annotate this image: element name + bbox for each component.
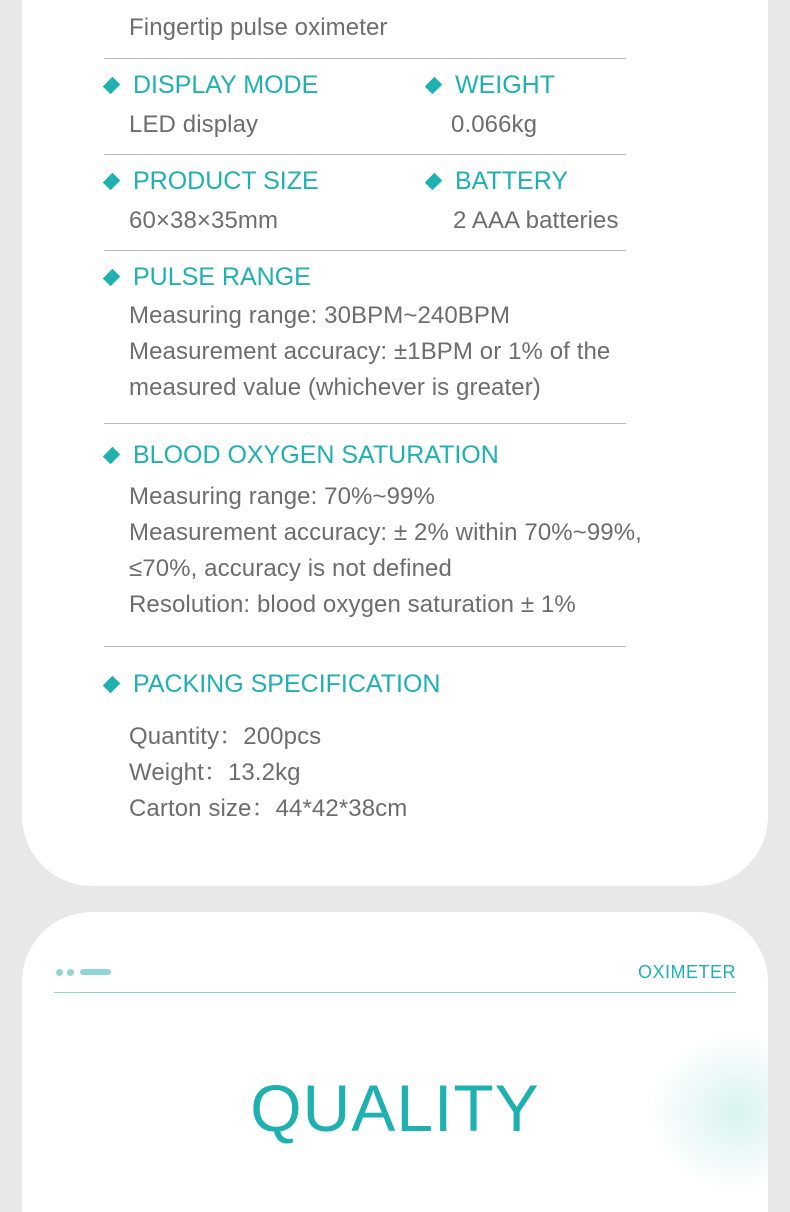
spec-label: BLOOD OXYGEN SATURATION [133,441,499,469]
spec-value-battery: 2 AAA batteries [453,207,619,234]
dash-icon [80,969,111,975]
blood-oxygen-line: Measurement accuracy: ± 2% within 70%~99%, [129,519,642,546]
spec-label: PULSE RANGE [133,263,311,291]
pulse-range-line: measured value (whichever is greater) [129,374,541,401]
divider [104,646,626,647]
spec-heading-weight [426,71,555,100]
divider [104,423,626,424]
spec-label: DISPLAY MODE [133,71,319,99]
packing-line: Quantity：200pcs [129,723,322,750]
dot-icon [56,969,63,976]
spec-value-product-size: 60×38×35mm [129,207,279,234]
spec-heading-product-size [104,167,319,196]
diamond-bullet-icon [425,77,443,95]
divider [104,58,626,59]
spec-heading-blood-oxygen [104,441,499,470]
spec-label: PRODUCT SIZE [133,167,319,195]
pulse-range-line: Measuring range: 30BPM~240BPM [129,302,511,329]
pulse-range-line: Measurement accuracy: ±1BPM or 1% of the [129,338,611,365]
pagination-dots-icon [56,969,111,975]
blood-oxygen-line: ≤70%, accuracy is not defined [129,555,452,582]
spec-label: BATTERY [455,167,568,195]
spec-label: WEIGHT [455,71,555,99]
section-tag: OXIMETER [637,962,736,982]
diamond-bullet-icon [103,447,121,465]
spec-heading-packing [104,670,440,699]
quality-card [22,912,768,1212]
dot-icon [67,969,74,976]
spec-value-display-mode: LED display [129,111,259,138]
spec-value-weight: 0.066kg [451,111,538,138]
section-divider [54,992,736,993]
divider [104,154,626,155]
divider [104,250,626,251]
diamond-bullet-icon [425,173,443,191]
packing-line: Carton size：44*42*38cm [129,795,408,822]
spec-heading-pulse-range [104,263,311,292]
diamond-bullet-icon [103,269,121,287]
blood-oxygen-line: Resolution: blood oxygen saturation ± 1% [129,591,576,618]
diamond-bullet-icon [103,676,121,694]
diamond-bullet-icon [103,173,121,191]
spec-heading-display-mode [104,71,318,100]
blood-oxygen-line: Measuring range: 70%~99% [129,483,435,510]
product-type-text: Fingertip pulse oximeter [129,14,388,41]
spec-heading-battery [426,167,568,196]
packing-line: Weight：13.2kg [129,759,301,786]
diamond-bullet-icon [103,77,121,95]
section-title: QUALITY [250,1071,540,1145]
spec-label: PACKING SPECIFICATION [133,670,441,698]
